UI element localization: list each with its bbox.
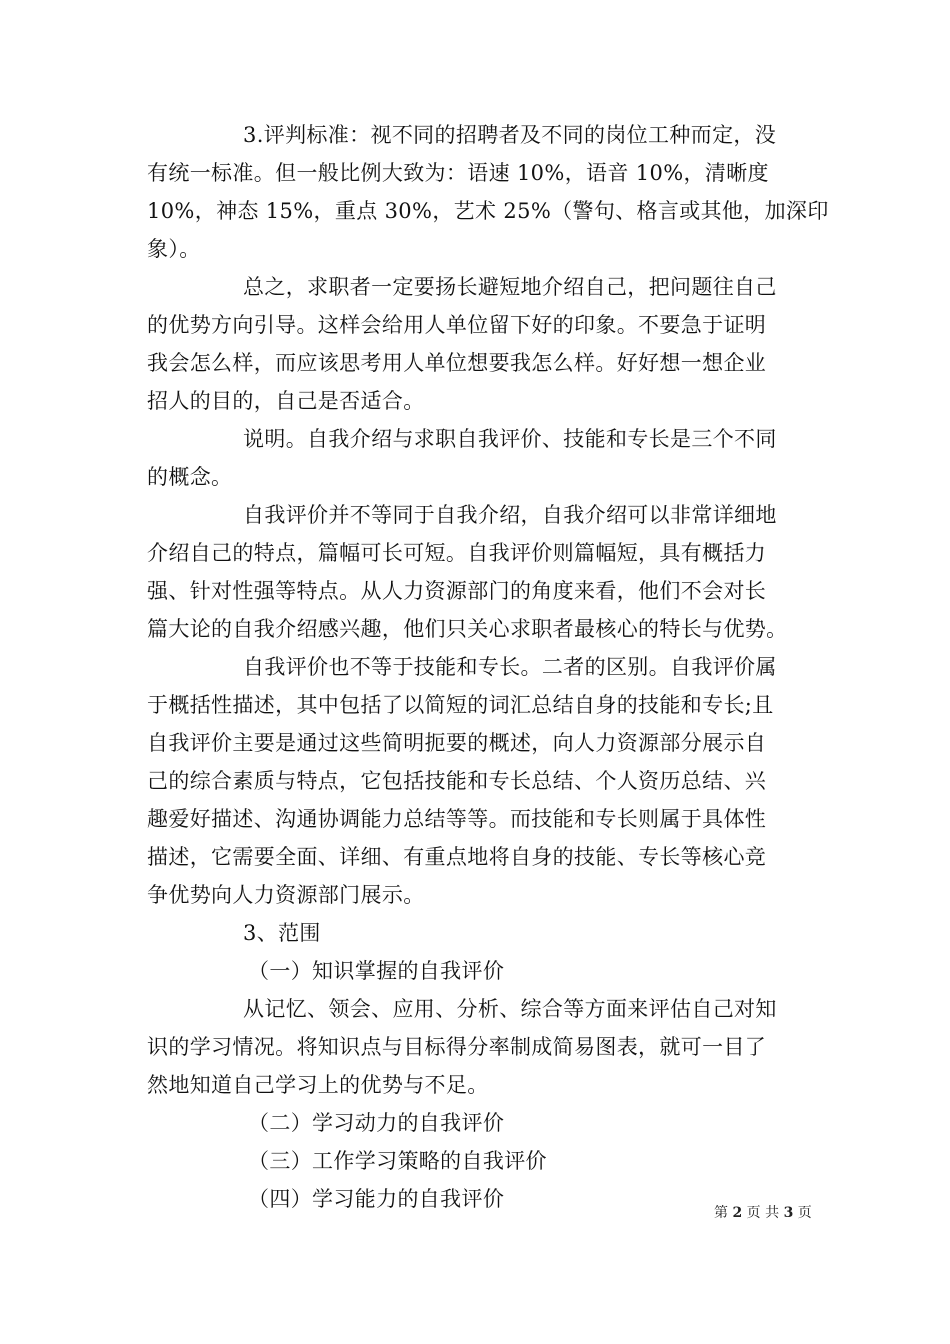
text-line: 趣爱好描述、沟通协调能力总结等等。而技能和专长则属于具体性 <box>147 807 767 831</box>
text-line: 3.评判标准：视不同的招聘者及不同的岗位工种而定，没 <box>243 123 777 147</box>
text-line: 己的综合素质与特点，它包括技能和专长总结、个人资历总结、兴 <box>147 769 767 793</box>
text-line: 争优势向人力资源部门展示。 <box>147 883 425 907</box>
text-line: 10%，神态 15%，重点 30%，艺术 25%（警句、格言或其他，加深印 <box>147 199 829 223</box>
footer-suffix: 页 <box>797 1205 812 1221</box>
text-line: 于概括性描述，其中包括了以简短的词汇总结自身的技能和专长;且 <box>147 693 774 717</box>
text-line: 我会怎么样，而应该思考用人单位想要我怎么样。好好想一想企业 <box>147 351 767 375</box>
footer-middle: 页 共 <box>746 1205 780 1221</box>
text-line: 说明。自我介绍与求职自我评价、技能和专长是三个不同 <box>243 427 777 451</box>
text-line: 识的学习情况。将知识点与目标得分率制成简易图表，就可一目了 <box>147 1035 767 1059</box>
text-line: 有统一标准。但一般比例大致为：语速 10%，语音 10%，清晰度 <box>147 161 769 185</box>
subsection-heading: （四）学习能力的自我评价 <box>248 1187 505 1211</box>
text-line: 自我评价主要是通过这些简明扼要的概述，向人力资源部分展示自 <box>147 731 767 755</box>
text-line: 然地知道自己学习上的优势与不足。 <box>147 1073 489 1097</box>
text-line: 描述，它需要全面、详细、有重点地将自身的技能、专长等核心竞 <box>147 845 767 869</box>
text-line: 篇大论的自我介绍感兴趣，他们只关心求职者最核心的特长与优势。 <box>147 617 788 641</box>
text-line: 象）。 <box>147 237 201 261</box>
text-line: 自我评价并不等同于自我介绍，自我介绍可以非常详细地 <box>243 503 777 527</box>
text-line: 从记忆、领会、应用、分析、综合等方面来评估自己对知 <box>243 997 777 1021</box>
footer-prefix: 第 <box>714 1205 728 1221</box>
text-line: 的概念。 <box>147 465 233 489</box>
total-page-number: 3 <box>783 1205 794 1221</box>
page-number-footer <box>714 1203 812 1223</box>
text-line: 介绍自己的特点，篇幅可长可短。自我评价则篇幅短，具有概括力 <box>147 541 767 565</box>
subsection-heading: （一）知识掌握的自我评价 <box>248 959 505 983</box>
section-heading: 3、范围 <box>243 921 321 945</box>
current-page-number: 2 <box>732 1205 743 1221</box>
text-line: 总之，求职者一定要扬长避短地介绍自己，把问题往自己 <box>243 275 777 299</box>
text-line: 自我评价也不等于技能和专长。二者的区别。自我评价属 <box>243 655 777 679</box>
subsection-heading: （三）工作学习策略的自我评价 <box>248 1149 547 1173</box>
text-line: 强、针对性强等特点。从人力资源部门的角度来看，他们不会对长 <box>147 579 767 603</box>
text-line: 的优势方向引导。这样会给用人单位留下好的印象。不要急于证明 <box>147 313 767 337</box>
subsection-heading: （二）学习动力的自我评价 <box>248 1111 505 1135</box>
text-line: 招人的目的，自己是否适合。 <box>147 389 425 413</box>
